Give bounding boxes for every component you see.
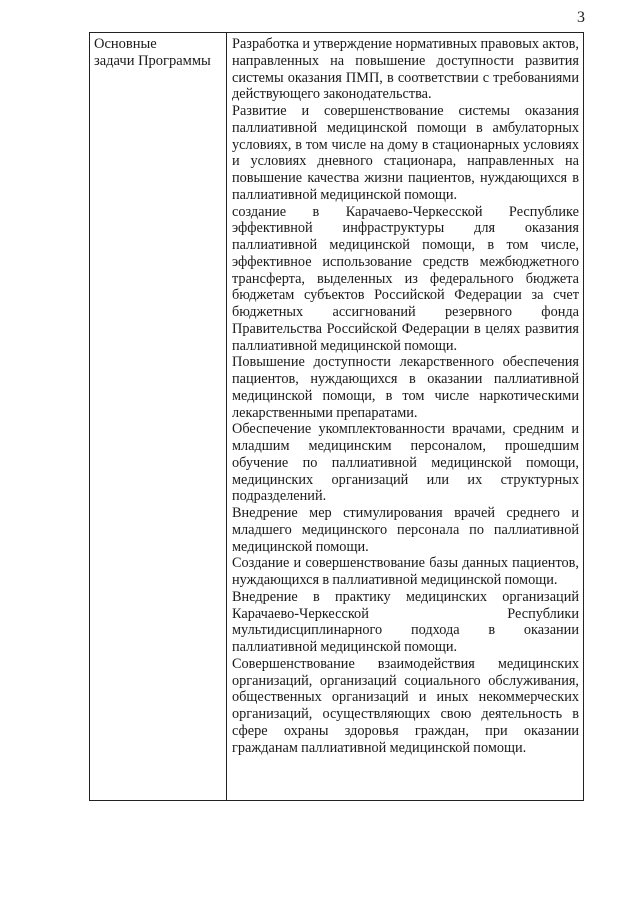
table-row	[90, 33, 584, 801]
task-paragraph: Совершенствование взаимодействия медицинских организаций, организаций социального обслуживания, общественных организаций и иных некоммерческих организаций, осуществляющих свою деятельность в сфере охраны здоровья граждан, при оказании гражданам паллиативной медицинской помощи.	[232, 655, 579, 756]
task-paragraph: Повышение доступности лекарственного обеспечения пациентов, нуждающихся в оказании паллиативной медицинской помощи, в том числе наркотическими лекарственными препаратами.	[232, 354, 579, 421]
task-paragraph: Разработка и утверждение нормативных правовых актов, направленных на повышение доступности развития системы оказания ПМП, в соответствии с требованиями действующего законодательства.	[232, 36, 579, 103]
row-label: Основные задачи Программы	[94, 36, 211, 69]
task-paragraph: Обеспечение укомплектованности врачами, средним и младшим медицинским персоналом, прошедшим обучение по паллиативной медицинской помощи, медицинских организаций или их структурных подразделений.	[232, 421, 579, 505]
page-number: 3	[577, 9, 585, 26]
task-paragraph: Создание и совершенствование базы данных пациентов, нуждающихся в паллиативной медицинской помощи.	[232, 555, 579, 588]
program-tasks-table	[89, 32, 584, 801]
task-paragraph: создание в Карачаево-Черкесской Республике эффективной инфраструктуры для оказания паллиативной медицинской помощи, в том числе, эффективное использование средств межбюджетного трансферта, выделенных из федерального бюджета бюджетам субъектов Российской Федерации за счет бюджетных ассигнований резервного фонда Правительства Российской Федерации в целях развития паллиативной медицинской помощи.	[232, 203, 579, 354]
tasks-cell	[227, 33, 584, 801]
task-paragraph: Внедрение мер стимулирования врачей среднего и младшего медицинского персонала по паллиативной медицинской помощи.	[232, 505, 579, 555]
task-paragraph: Внедрение в практику медицинских организаций Карачаево-Черкесской Республики мультидисциплинарного подхода в оказании паллиативной медицинской помощи.	[232, 588, 579, 655]
label-cell	[90, 33, 227, 801]
task-paragraph: Развитие и совершенствование системы оказания паллиативной медицинской помощи в амбулаторных условиях, в том числе на дому в стационарных условиях и условиях дневного стационара, направленных на повышение качества жизни пациентов, нуждающихся в паллиативной медицинской помощи.	[232, 103, 579, 203]
